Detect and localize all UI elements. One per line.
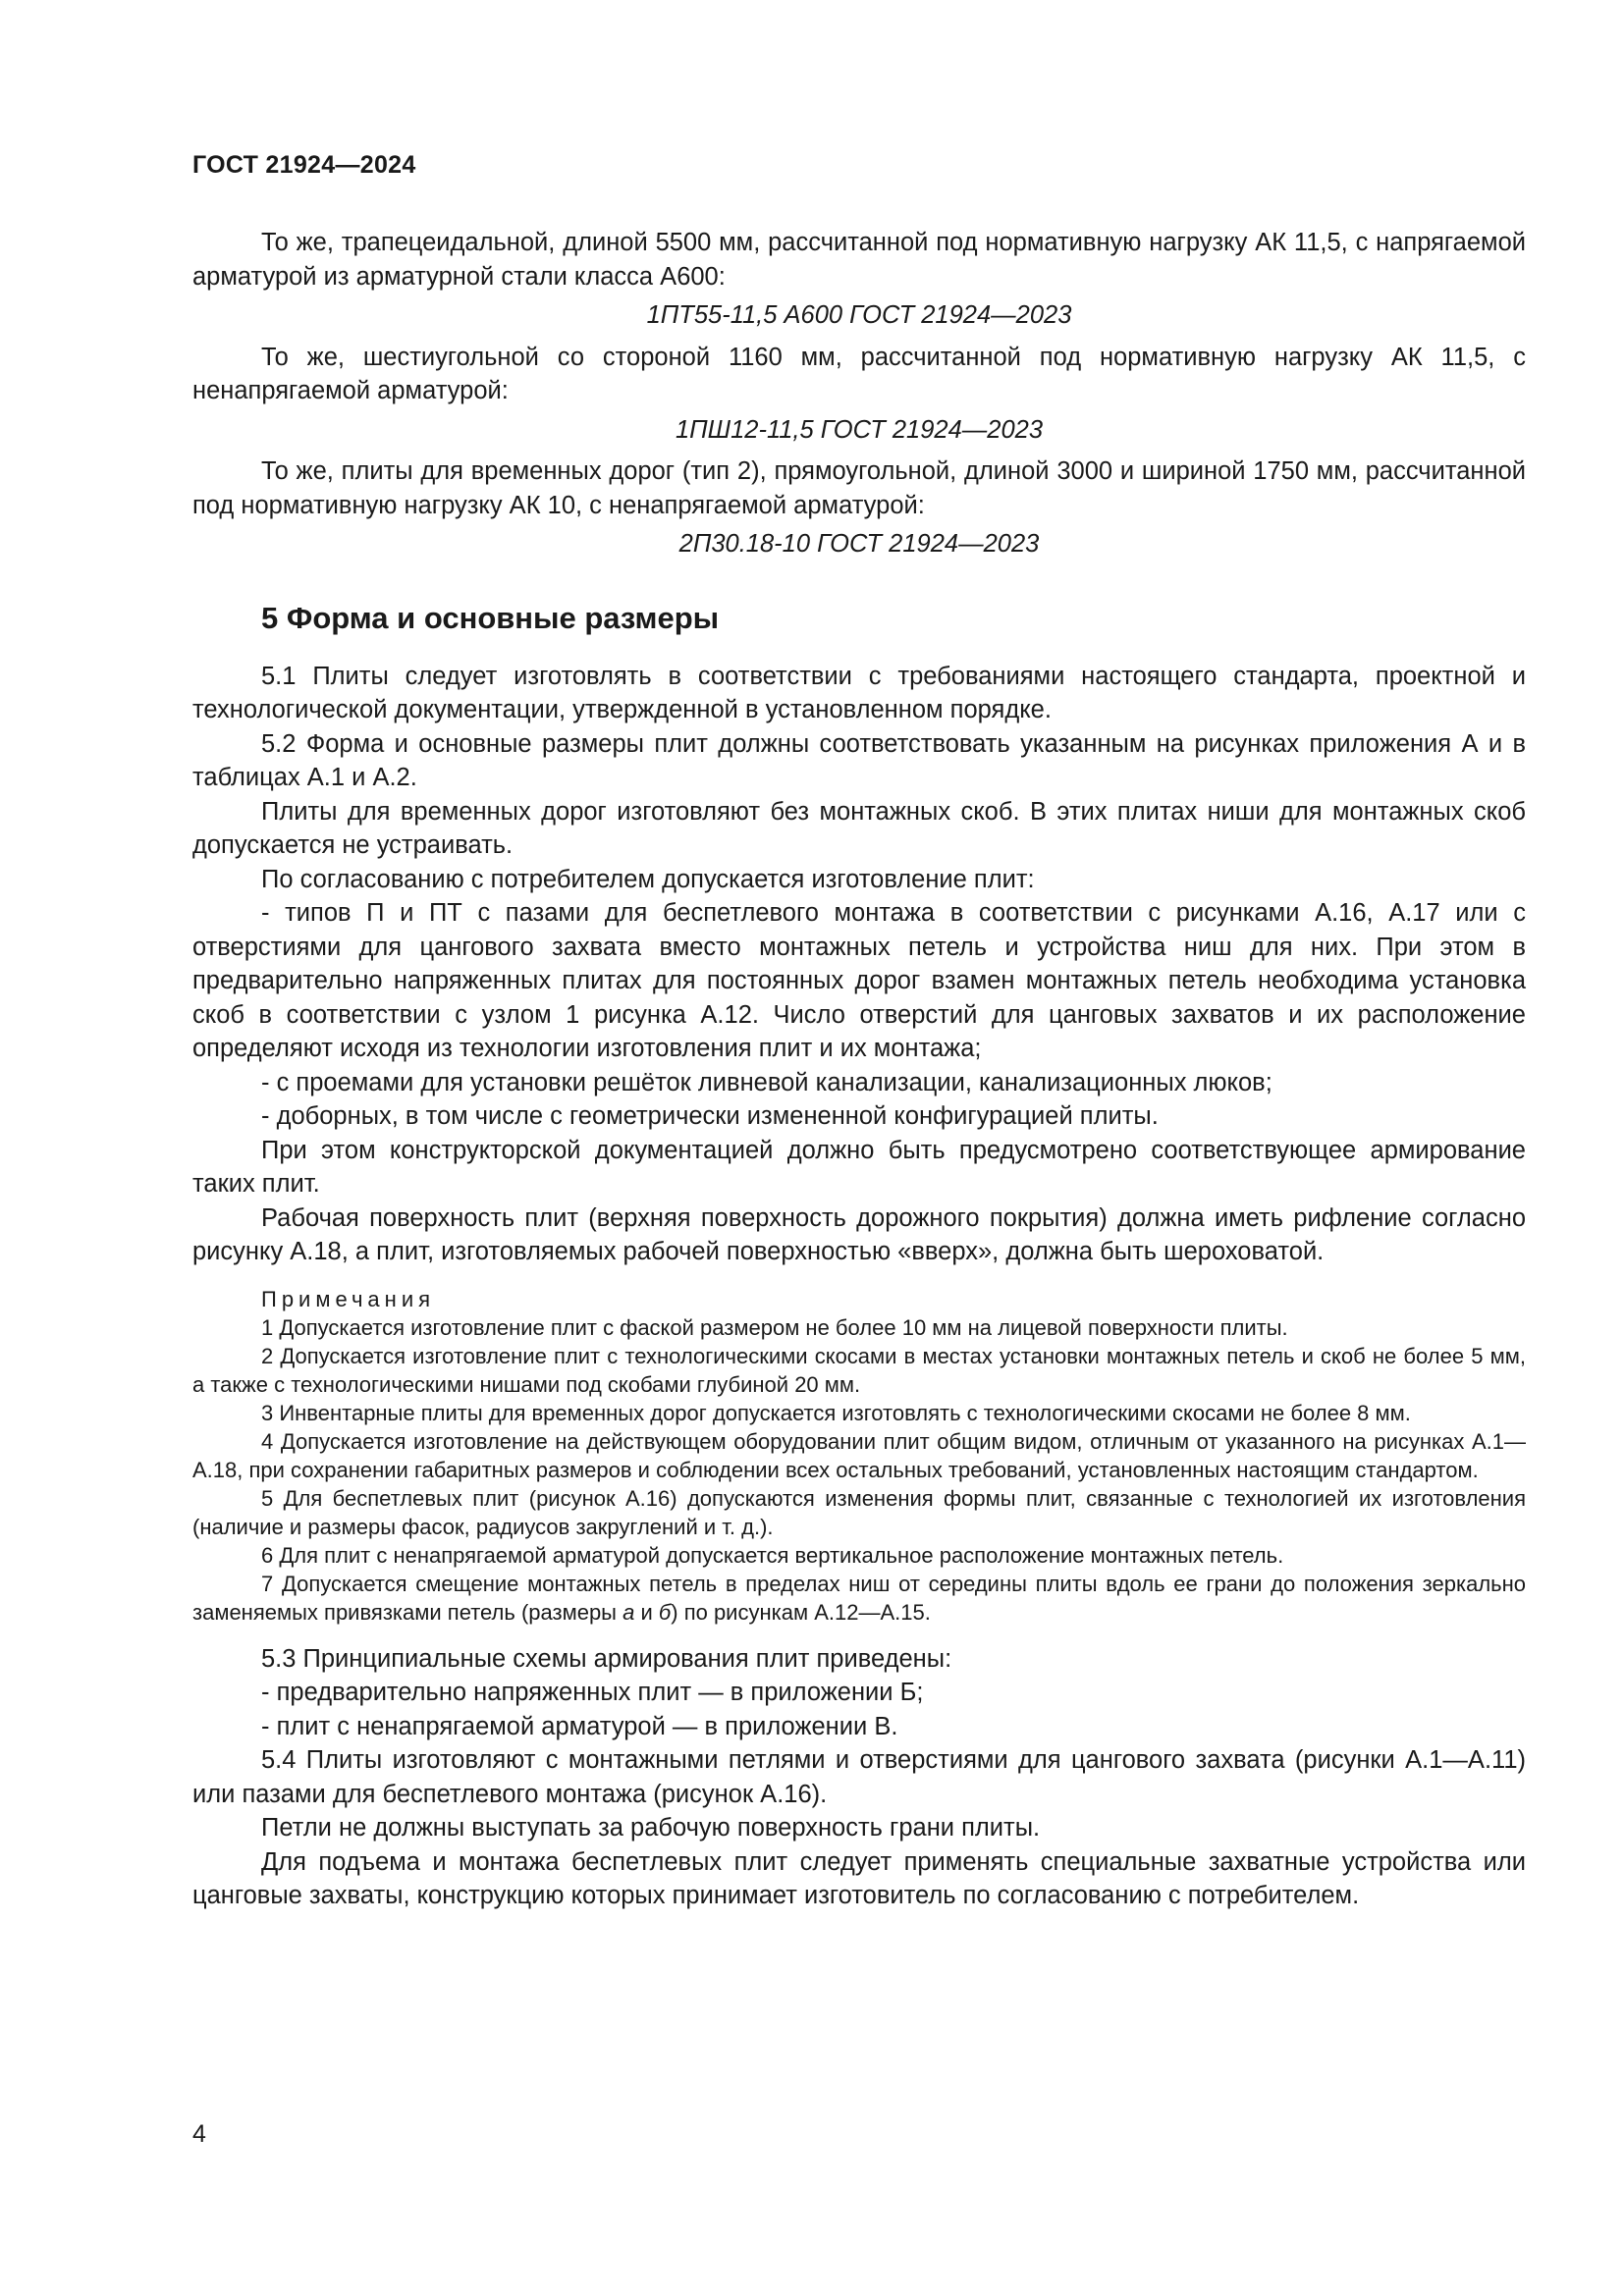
notes-block xyxy=(192,1285,1526,1627)
note-item: 4 Допускается изготовление на действующем оборудовании плит общим видом, отличным от указанного на рисунках А.1—А.18, при сохранении габаритных размеров и соблюдении всех остальных требований, установленных настоящим стандартом. xyxy=(192,1428,1526,1482)
list-item: - доборных, в том числе с геометрически измененной конфигурацией плиты. xyxy=(261,1102,1159,1130)
intro-paragraph: То же, шестиугольной со стороной 1160 мм, рассчитанной под нормативную нагрузку АК 11,5, с ненапрягаемой арматурой: xyxy=(192,343,1526,404)
note-item: 5 Для беспетлевых плит (рисунок А.16) допускаются изменения формы плит, связанные с технологией их изготовления (наличие и размеры фасок, радиусов закруглений и т. д.). xyxy=(192,1485,1526,1539)
paragraph: 5.3 Принципиальные схемы армирования плит приведены: xyxy=(261,1644,952,1673)
list-item: - плит с ненапрягаемой арматурой — в приложении В. xyxy=(261,1712,898,1740)
note-text: 7 Допускается смещение монтажных петель в пределах ниш от середины плиты вдоль ее грани до положения зеркально заменяемых привязками петель (размеры xyxy=(192,1571,1526,1625)
list-item: - типов П и ПТ с пазами для беспетлевого монтажа в соответствии с рисунками А.16, А.17 или с отверстиями для цангового захвата вместо монтажных петель и устройства ниш для них. При этом в предварительно напряженных плитах для постоянных дорог взамен монтажных петель необходима установка скоб в соответствии с узлом 1 рисунка А.12. Число отверстий для цанговых захватов и их расположение определяют исходя из технологии изготовления плит и их монтажа; xyxy=(192,899,1526,1062)
paragraph: 5.1 Плиты следует изготовлять в соответствии с требованиями настоящего стандарта, проектной и технологической документации, утвержденной в установленном порядке. xyxy=(192,662,1526,723)
page-number: 4 xyxy=(192,2120,206,2148)
designation-example: 1ПШ12-11,5 ГОСТ 21924—2023 xyxy=(675,415,1044,444)
note-text: и xyxy=(634,1599,659,1625)
paragraph: Плиты для временных дорог изготовляют без монтажных скоб. В этих плитах ниши для монтажных скоб допускается не устраивать. xyxy=(192,797,1526,859)
note-item: 2 Допускается изготовление плит с технологическими скосами в местах установки монтажных петель и скоб не более 5 мм, а также с технологическими нишами под скобами глубиной 20 мм. xyxy=(192,1343,1526,1397)
paragraph: Петли не должны выступать за рабочую поверхность грани плиты. xyxy=(261,1814,1041,1842)
note-item: 6 Для плит с ненапрягаемой арматурой допускается вертикальное расположение монтажных петель. xyxy=(261,1542,1284,1568)
after-notes-block xyxy=(192,1642,1526,1913)
note-item xyxy=(192,1570,1526,1627)
document-body xyxy=(192,226,1526,1913)
paragraph: Для подъема и монтажа беспетлевых плит следует применять специальные захватные устройства или цанговые захваты, конструкцию которых принимает изготовитель по согласованию с потребителем. xyxy=(192,1847,1526,1909)
note-item: 1 Допускается изготовление плит с фаской размером не более 10 мм на лицевой поверхности плиты. xyxy=(261,1314,1288,1340)
note-item: 3 Инвентарные плиты для временных дорог допускается изготовлять с технологическими скосами не более 8 мм. xyxy=(261,1400,1411,1425)
variable-b: б xyxy=(658,1599,672,1625)
paragraph: 5.2 Форма и основные размеры плит должны соответствовать указанным на рисунках приложения А и в таблицах А.1 и А.2. xyxy=(192,729,1526,791)
designation-example: 2П30.18-10 ГОСТ 21924—2023 xyxy=(678,530,1040,558)
paragraph: 5.4 Плиты изготовляют с монтажными петлями и отверстиями для цангового захвата (рисунки А.1—А.11) или пазами для беспетлевого монтажа (рисунок А.16). xyxy=(192,1746,1526,1808)
intro-paragraph: То же, плиты для временных дорог (тип 2), прямоугольной, длиной 3000 и шириной 1750 мм, рассчитанной под нормативную нагрузку АК 10, с ненапрягаемой арматурой: xyxy=(192,457,1526,519)
list-item: - предварительно напряженных плит — в приложении Б; xyxy=(261,1679,924,1706)
paragraph: Рабочая поверхность плит (верхняя поверхность дорожного покрытия) должна иметь рифление согласно рисунку А.18, а плит, изготовляемых рабочей поверхностью «вверх», должна быть шероховатой. xyxy=(192,1203,1526,1265)
paragraph: По согласованию с потребителем допускается изготовление плит: xyxy=(261,865,1035,893)
intro-paragraph: То же, трапецеидальной, длиной 5500 мм, рассчитанной под нормативную нагрузку АК 11,5, с напрягаемой арматурой из арматурной стали класса А600: xyxy=(192,229,1526,291)
document-header: ГОСТ 21924—2024 xyxy=(192,151,416,179)
designation-example: 1ПТ55-11,5 А600 ГОСТ 21924—2023 xyxy=(646,301,1072,329)
variable-a: а xyxy=(623,1599,635,1625)
note-text: ) по рисункам А.12—А.15. xyxy=(671,1599,931,1625)
notes-heading: Примечания xyxy=(261,1286,436,1311)
list-item: - с проемами для установки решёток ливневой канализации, канализационных люков; xyxy=(261,1068,1272,1096)
paragraph: При этом конструкторской документацией должно быть предусмотрено соответствующее армирование таких плит. xyxy=(192,1136,1526,1198)
section-title: 5 Форма и основные размеры xyxy=(261,600,720,635)
